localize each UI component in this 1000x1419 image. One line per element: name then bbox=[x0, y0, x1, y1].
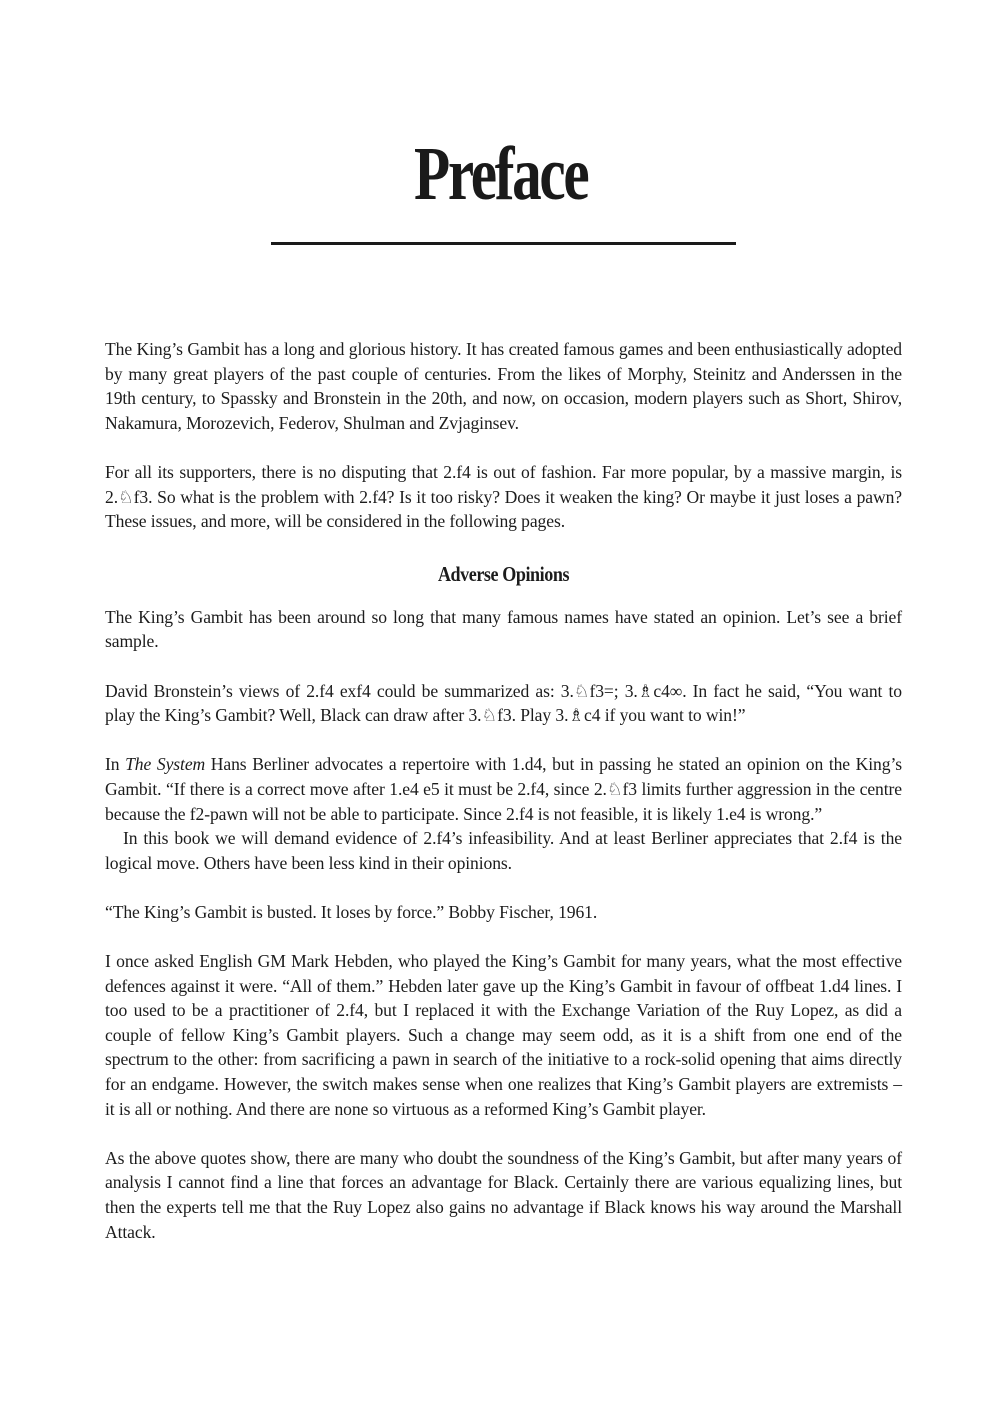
section-heading: Adverse Opinions bbox=[437, 561, 570, 586]
intro-paragraph-2: For all its supporters, there is no disputing that 2.f4 is out of fashion. Far more popular, by a massive margin, is 2.♘f3. So what is the problem with 2.f4? Is it too risky? Does it weaken the king? Or maybe it just loses a pawn? These issues, and more, will be considered in the following pages. bbox=[105, 461, 902, 532]
section-paragraph-5: “The King’s Gambit is busted. It loses by force.” Bobby Fischer, 1961. bbox=[105, 901, 598, 922]
section-paragraph-3 bbox=[105, 752, 902, 826]
page-body bbox=[105, 337, 902, 1244]
section-paragraph-6: I once asked English GM Mark Hebden, who played the King’s Gambit for many years, what the most effective defences against it were. “All of them.” Hebden later gave up the King’s Gambit in favour of offbeat 1.d4 lines. I too used to be a practitioner of 2.f4, but I replaced it with the Exchange Variation of the Ruy Lopez, as did a couple of fellow King’s Gambit players. Such a change may seem odd, as it is a shift from one end of the spectrum to the other: from sacrificing a pawn in search of the initiative to a rock-solid opening that aims directly for an endgame. However, the switch makes sense when one realizes that King’s Gambit players are extremists – it is all or nothing. And there are none so virtuous as a reformed King’s Gambit player. bbox=[105, 951, 902, 1119]
page-title: Preface bbox=[413, 132, 588, 216]
intro-paragraph-1: The King’s Gambit has a long and glorious history. It has created famous games and been enthusiastically adopted by many great players of the past couple of centuries. From the likes of Morphy, Steinitz and Anderssen in the 19th century, to Spassky and Bronstein in the 20th, and now, on occasion, modern players such as Short, Shirov, Nakamura, Morozevich, Federov, Shulman and Zvjaginsev. bbox=[105, 339, 902, 433]
section-paragraph-7: As the above quotes show, there are many who doubt the soundness of the King’s Gambit, but after many years of analysis I cannot find a line that forces an advantage for Black. Certainly there are various equalizing lines, but then the experts tell me that the Ruy Lopez also gains no advantage if Black knows his way around the Marshall Attack. bbox=[105, 1147, 902, 1242]
section-paragraph-2: David Bronstein’s views of 2.f4 exf4 could be summarized as: 3.♘f3=; 3.♗c4∞. In fact he said, “You want to play the King’s Gambit? Well, Black can draw after 3.♘f3. Play 3.♗c4 if you want to win!” bbox=[105, 680, 902, 726]
paragraph-text: Hans Berliner advocates a repertoire with 1.d4, but in passing he stated an opinion on the King’s Gambit. “If there is a correct move after 1.e4 e5 it must be 2.f4, since 2.♘f3 limits further aggression in the centre because the f2-pawn will not be able to participate. Since 2.f4 is not feasible, it is likely 1.e4 is wrong.” bbox=[105, 754, 902, 824]
section-paragraph-1: The King’s Gambit has been around so long that many famous names have stated an opinion. Let’s see a brief sample. bbox=[105, 606, 902, 652]
paragraph-prefix: In bbox=[105, 754, 126, 775]
section-paragraph-4: In this book we will demand evidence of 2.f4’s infeasibility. And at least Berliner appreciates that 2.f4 is the logical move. Others have been less kind in their opinions. bbox=[105, 828, 902, 873]
title-underline bbox=[271, 242, 736, 245]
book-title: The System bbox=[125, 754, 206, 775]
